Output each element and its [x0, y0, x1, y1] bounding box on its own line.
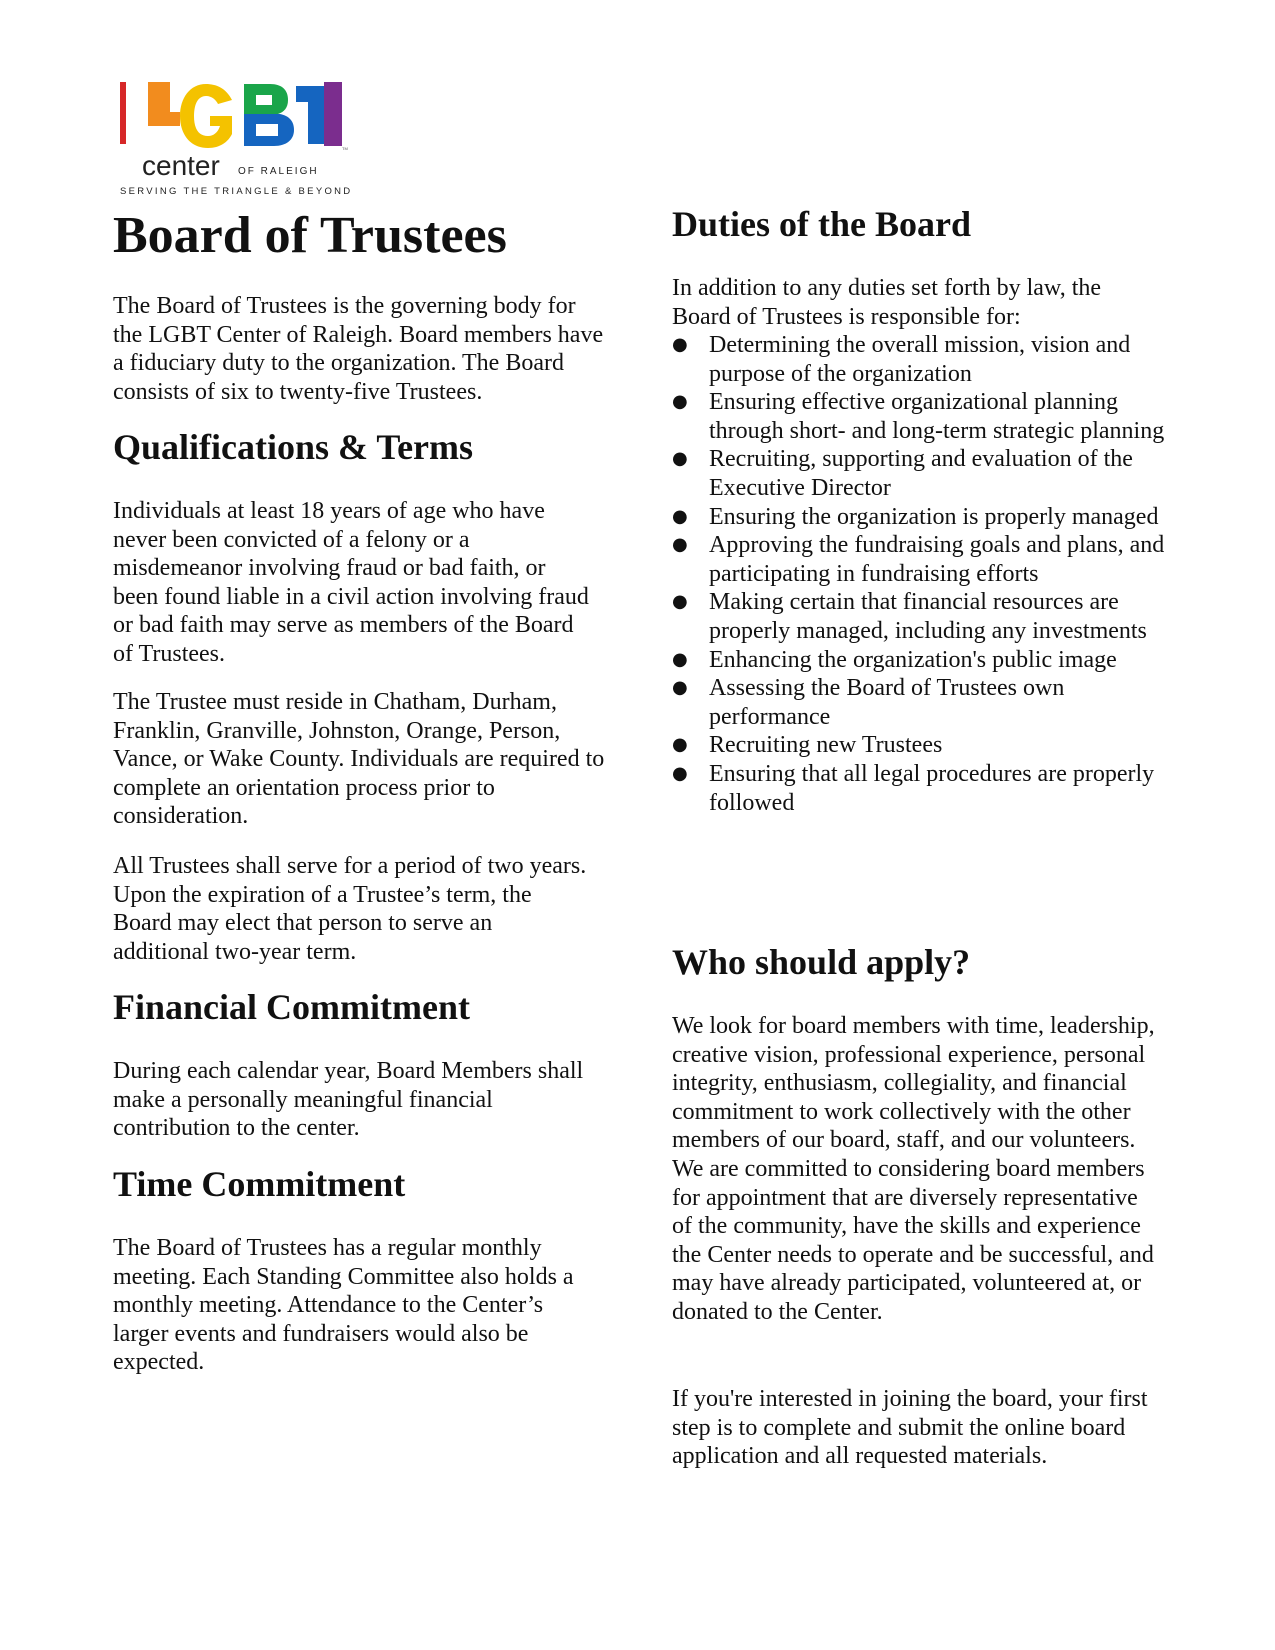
- list-item: ● Ensuring that all legal procedures are properly followed: [672, 760, 1155, 816]
- bullet-icon: ●: [672, 648, 688, 670]
- qualifications-paragraph-2: The Trustee must reside in Chatham, Durham, Franklin, Granville, Johnston, Orange, Person, Vance, or Wake County. Individuals are required to complete an orientation process prior to consideration.: [113, 689, 605, 830]
- duties-list: [672, 331, 1172, 817]
- bullet-icon: ●: [672, 391, 688, 413]
- list-item: ● Recruiting new Trustees: [672, 732, 943, 759]
- logo-tagline: SERVING THE TRIANGLE & BEYOND: [120, 186, 353, 197]
- duties-intro: In addition to any duties set forth by law, the Board of Trustees is responsible for:: [672, 275, 1102, 330]
- bullet-icon: ●: [672, 677, 688, 699]
- apply-paragraph-1: We look for board members with time, leadership, creative vision, professional experience, personal integrity, enthusiasm, collegiality, and financial commitment to work collectively with the other members of our board, staff, and our volunteers. We are committed to considering board members for appointment that are diversely representative of the community, have the skills and experience the Center needs to operate and be successful, and may have already participated, volunteered at, or donated to the Center.: [672, 1013, 1155, 1325]
- apply-paragraph-2: If you're interested in joining the board, your first step is to complete and submit the online board application and all requested materials.: [672, 1386, 1148, 1470]
- logo-center-word: center: [142, 150, 220, 181]
- bullet-icon: ●: [672, 591, 688, 613]
- logo-yellow-g: [180, 84, 232, 148]
- list-item: ● Enhancing the organization's public image: [672, 646, 1117, 673]
- bullet-icon: ●: [672, 534, 688, 556]
- time-paragraph: The Board of Trustees has a regular monthly meeting. Each Standing Committee also holds a monthly meeting. Attendance to the Center’s larger events and fundraisers would also be expected.: [113, 1235, 574, 1376]
- bullet-icon: ●: [672, 734, 688, 756]
- list-item: ● Assessing the Board of Trustees own performance: [672, 675, 1065, 730]
- apply-heading: Who should apply?: [672, 942, 971, 982]
- duties-heading: Duties of the Board: [672, 204, 971, 244]
- list-item: ● Determining the overall mission, vision and purpose of the organization: [672, 332, 1131, 387]
- logo-purple-bar: [324, 82, 342, 146]
- bullet-icon: ●: [672, 762, 688, 784]
- logo-graphic: [120, 82, 370, 202]
- bullet-icon: ●: [672, 448, 688, 470]
- list-item: ● Making certain that financial resources are properly managed, including any investments: [672, 589, 1147, 644]
- qualifications-heading: Qualifications & Terms: [113, 427, 474, 467]
- financial-heading: Financial Commitment: [113, 987, 470, 1027]
- list-item: ● Ensuring the organization is properly managed: [672, 503, 1159, 530]
- bullet-icon: ●: [672, 334, 688, 355]
- time-heading: Time Commitment: [113, 1164, 406, 1204]
- qualifications-paragraph-3: All Trustees shall serve for a period of two years. Upon the expiration of a Trustee’s term, the Board may elect that person to serve an additional two-year term.: [113, 853, 587, 965]
- logo-tm: TM: [342, 146, 348, 151]
- logo-red-bar: [120, 82, 126, 144]
- bullet-icon: ●: [672, 505, 688, 527]
- list-item: ● Approving the fundraising goals and plans, and participating in fundraising efforts: [672, 532, 1165, 587]
- qualifications-paragraph-1: Individuals at least 18 years of age who have never been convicted of a felony or a misdemeanor involving fraud or bad faith, or been found liable in a civil action involving fraud or bad faith may serve as members of the Board of Trustees.: [113, 498, 589, 667]
- intro-paragraph: The Board of Trustees is the governing body for the LGBT Center of Raleigh. Board members have a fiduciary duty to the organization. The Board consists of six to twenty-five Trustees.: [113, 293, 604, 405]
- page-title: Board of Trustees: [113, 207, 507, 264]
- org-logo: [120, 82, 370, 202]
- list-item: ● Ensuring effective organizational planning through short- and long-term strategic planning: [672, 389, 1165, 444]
- logo-suffix: OF RALEIGH: [238, 166, 319, 177]
- financial-paragraph: During each calendar year, Board Members shall make a personally meaningful financial contribution to the center.: [113, 1058, 584, 1142]
- list-item: ● Recruiting, supporting and evaluation of the Executive Director: [672, 446, 1133, 501]
